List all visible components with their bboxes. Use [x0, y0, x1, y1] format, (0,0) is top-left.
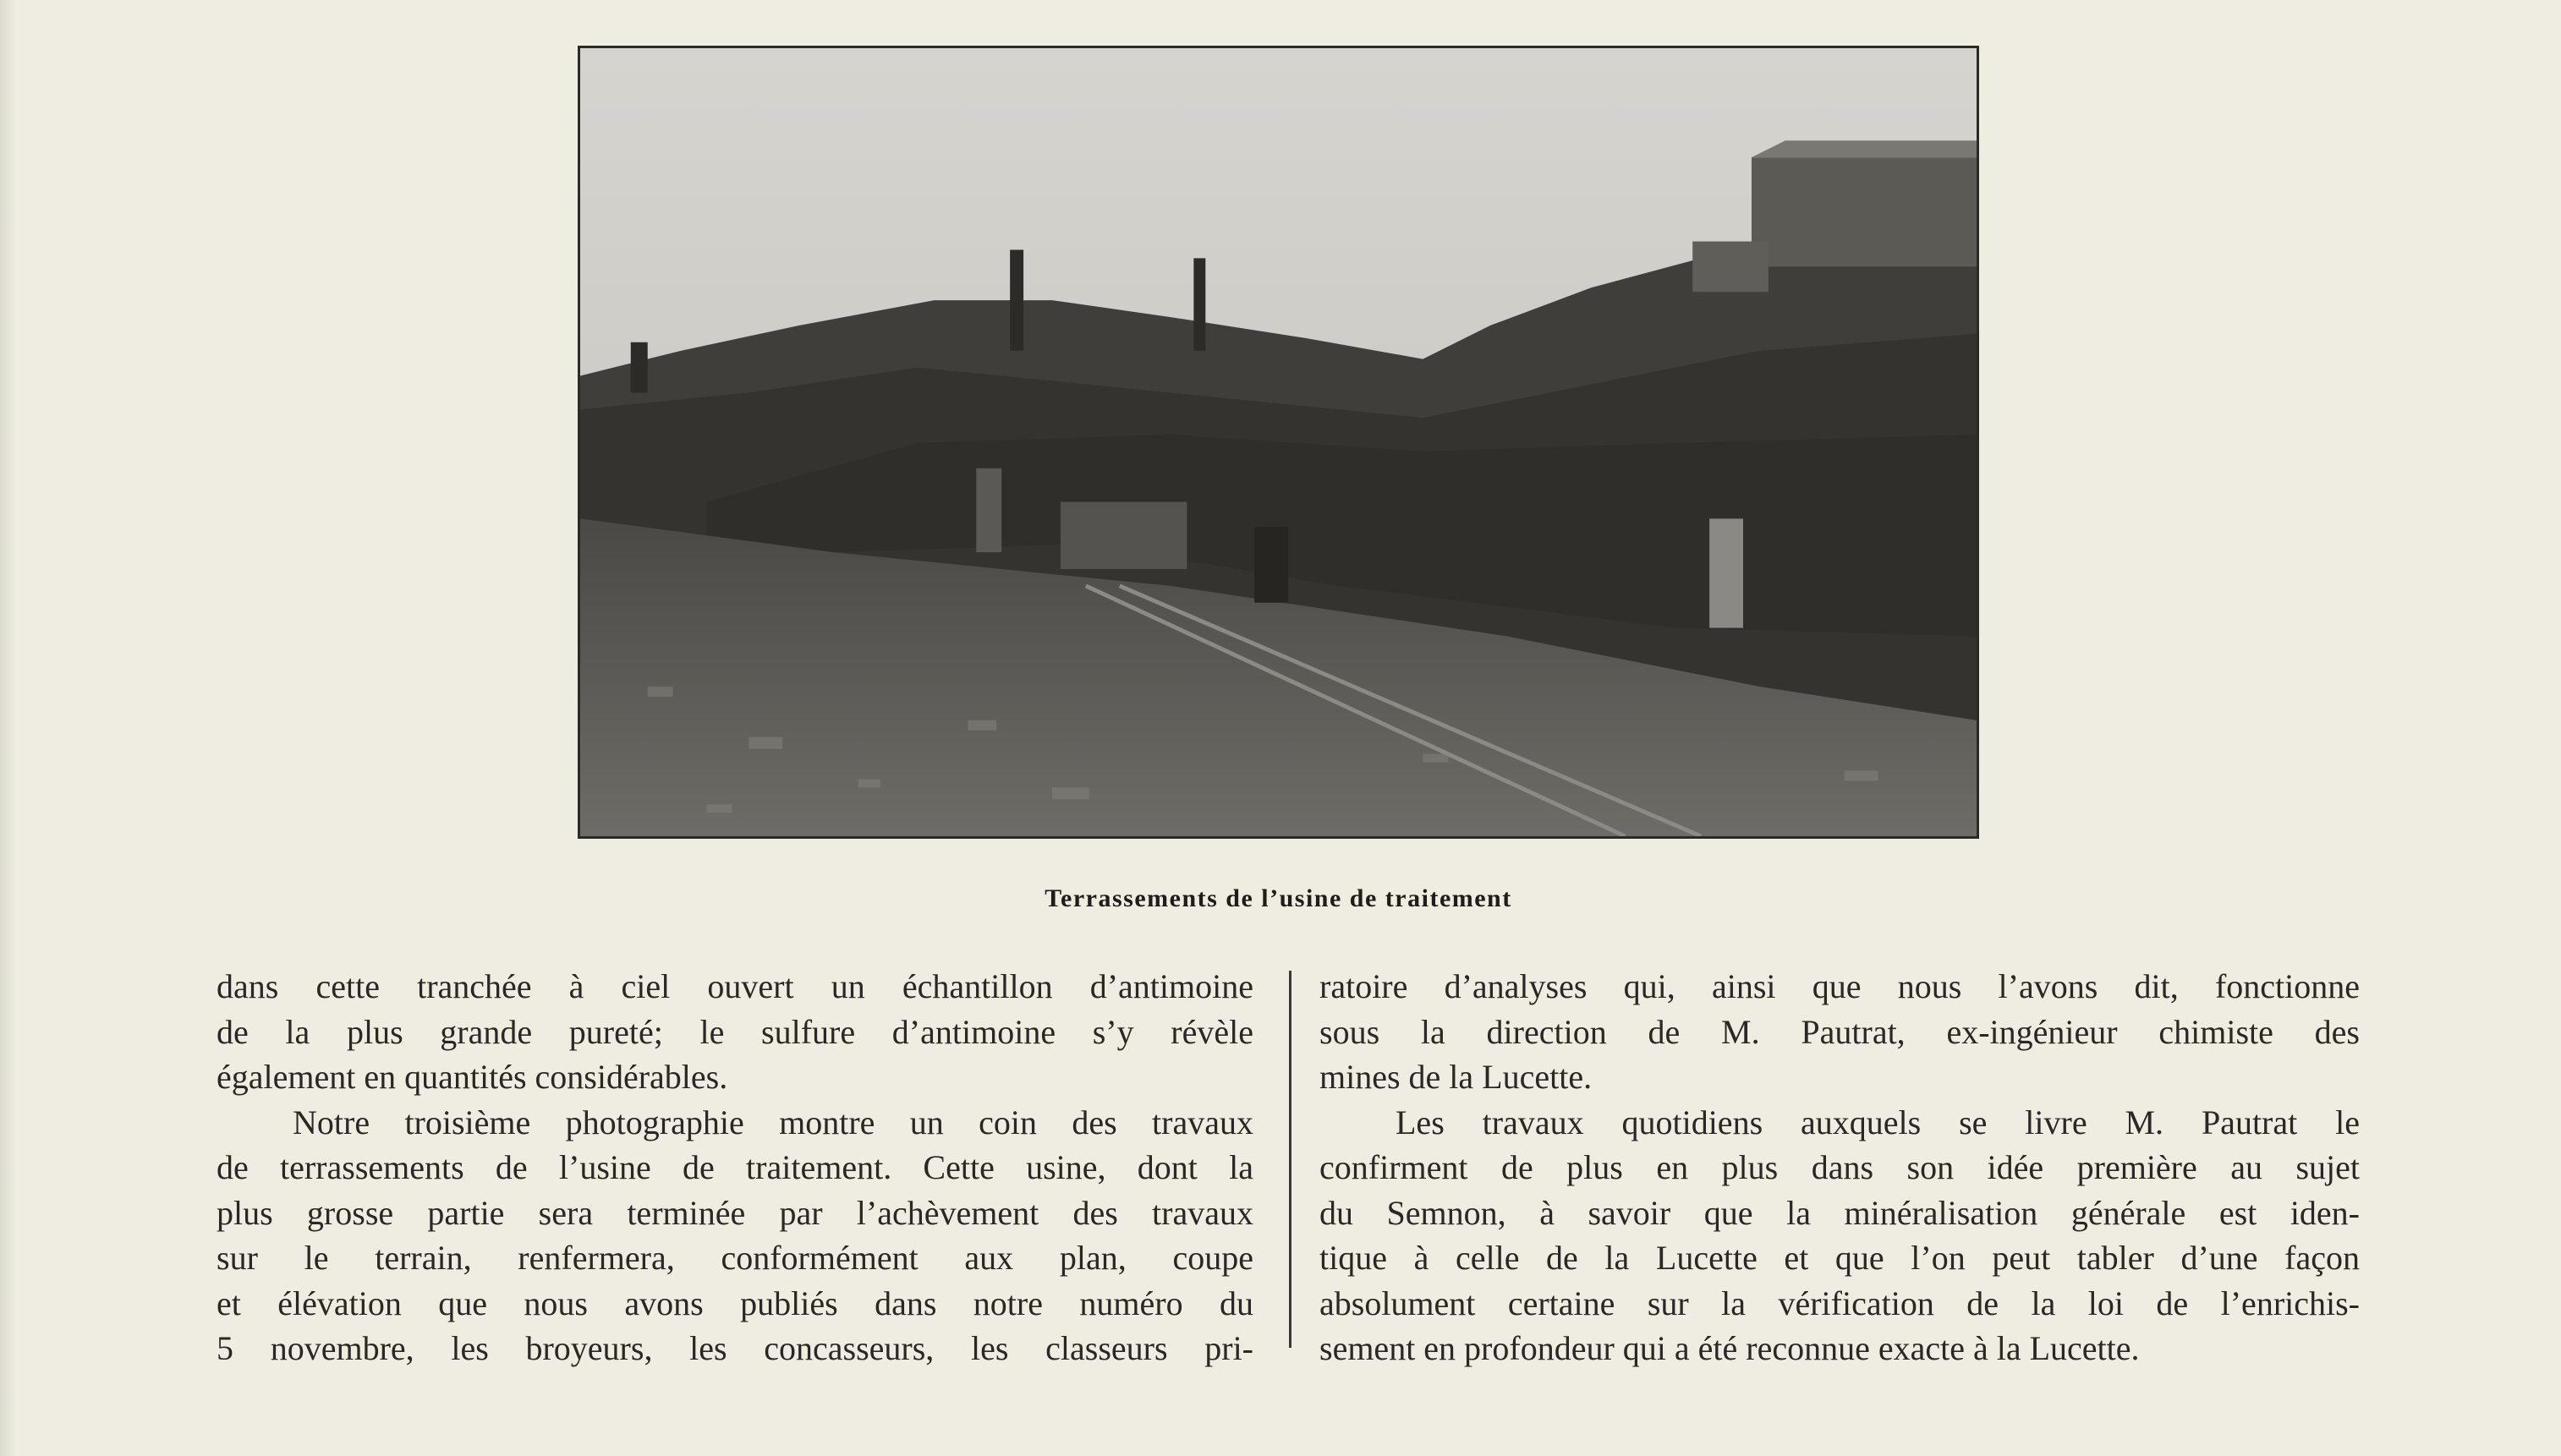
text-line: absolument certaine sur la vérification de la loi de l’enrichis-: [1319, 1284, 2360, 1322]
text-line: tique à celle de la Lucette et que l’on peut tabler d’une façon: [1319, 1239, 2360, 1277]
text-line: Notre troisième photographie montre un coin des travaux: [293, 1103, 1253, 1141]
photo-caption: Terrassements de l’usine de traitement: [1045, 884, 1512, 912]
excavation-photo: [578, 46, 1979, 839]
photo-illustration: [580, 48, 1977, 836]
text-line: de la plus grande pureté; le sulfure d’antimoine s’y révèle: [217, 1012, 1253, 1051]
text-line: dans cette tranchée à ciel ouvert un échantillon d’antimoine: [217, 967, 1253, 1005]
column-divider: [1289, 971, 1291, 1348]
page-edge: [0, 0, 15, 1456]
text-line: et élévation que nous avons publiés dans notre numéro du: [217, 1284, 1253, 1322]
text-line: plus grosse partie sera terminée par l’achèvement des travaux: [217, 1193, 1253, 1232]
text-line: du Semnon, à savoir que la minéralisation générale est iden-: [1319, 1193, 2360, 1232]
right-column: [1319, 964, 2360, 1371]
text-line: ratoire d’analyses qui, ainsi que nous l’avons dit, fonctionne: [1319, 967, 2360, 1005]
text-line: confirment de plus en plus dans son idée première au sujet: [1319, 1148, 2360, 1186]
text-line: également en quantités considérables.: [217, 1058, 728, 1096]
left-column: [217, 964, 1253, 1371]
text-line: Les travaux quotidiens auxquels se livre M. Pautrat le: [1396, 1103, 2360, 1141]
text-line: 5 novembre, les broyeurs, les concasseurs, les classeurs pri-: [217, 1329, 1253, 1367]
text-line: sement en profondeur qui a été reconnue exacte à la Lucette.: [1319, 1329, 2140, 1367]
text-line: sous la direction de M. Pautrat, ex-ingénieur chimiste des: [1319, 1012, 2360, 1051]
text-line: mines de la Lucette.: [1319, 1058, 1593, 1096]
text-line: sur le terrain, renfermera, conformément aux plan, coupe: [217, 1239, 1253, 1277]
text-line: de terrassements de l’usine de traitement. Cette usine, dont la: [217, 1148, 1253, 1186]
